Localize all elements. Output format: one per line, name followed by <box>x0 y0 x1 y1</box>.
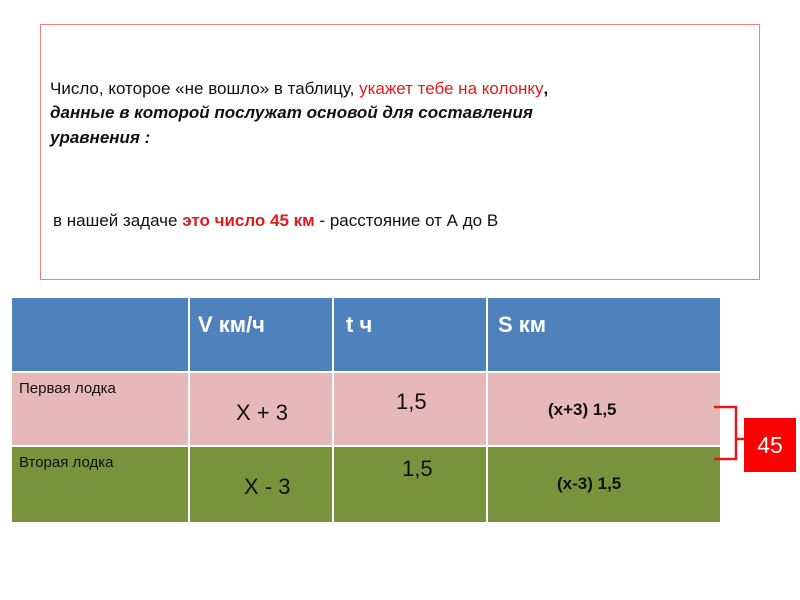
intro-line-1-comma: , <box>543 79 549 98</box>
total-distance-badge: 45 <box>744 418 796 472</box>
motion-table <box>12 298 720 522</box>
bracket-icon <box>712 405 744 461</box>
intro-line-3: уравнения : <box>50 128 151 147</box>
row-label-second-boat: Вторая лодка <box>19 454 114 471</box>
header-distance: S км <box>498 312 547 337</box>
intro-line-4-text: в нашей задаче <box>53 211 183 230</box>
row-divider <box>12 371 720 373</box>
table-row <box>12 372 720 446</box>
intro-line-1-highlight: укажет тебе на колонку <box>359 79 544 98</box>
table-header-row <box>12 298 720 372</box>
time-first-boat: 1,5 <box>396 389 427 414</box>
table-row <box>12 446 720 522</box>
header-time: t ч <box>346 312 373 337</box>
speed-first-boat: Х + 3 <box>236 400 288 425</box>
header-speed: V км/ч <box>198 312 265 337</box>
column-divider <box>486 298 488 522</box>
intro-line-1-text: Число, которое «не вошло» в таблицу, <box>50 79 360 98</box>
explanation-box <box>40 24 760 280</box>
time-second-boat: 1,5 <box>402 456 433 481</box>
row-label-first-boat: Первая лодка <box>19 380 116 397</box>
intro-line-4-tail: - расстояние от А до В <box>314 211 499 230</box>
column-divider <box>332 298 334 522</box>
column-divider <box>188 298 190 522</box>
intro-line-4 <box>53 211 498 231</box>
speed-second-boat: Х - 3 <box>244 474 291 499</box>
distance-first-boat: (х+3) 1,5 <box>548 400 617 419</box>
distance-second-boat: (х-3) 1,5 <box>557 474 622 493</box>
intro-line-1 <box>50 79 548 99</box>
row-divider <box>12 445 720 447</box>
intro-line-4-highlight: это число 45 км <box>182 211 315 230</box>
intro-line-2: данные в которой послужат основой для составления <box>50 103 533 122</box>
